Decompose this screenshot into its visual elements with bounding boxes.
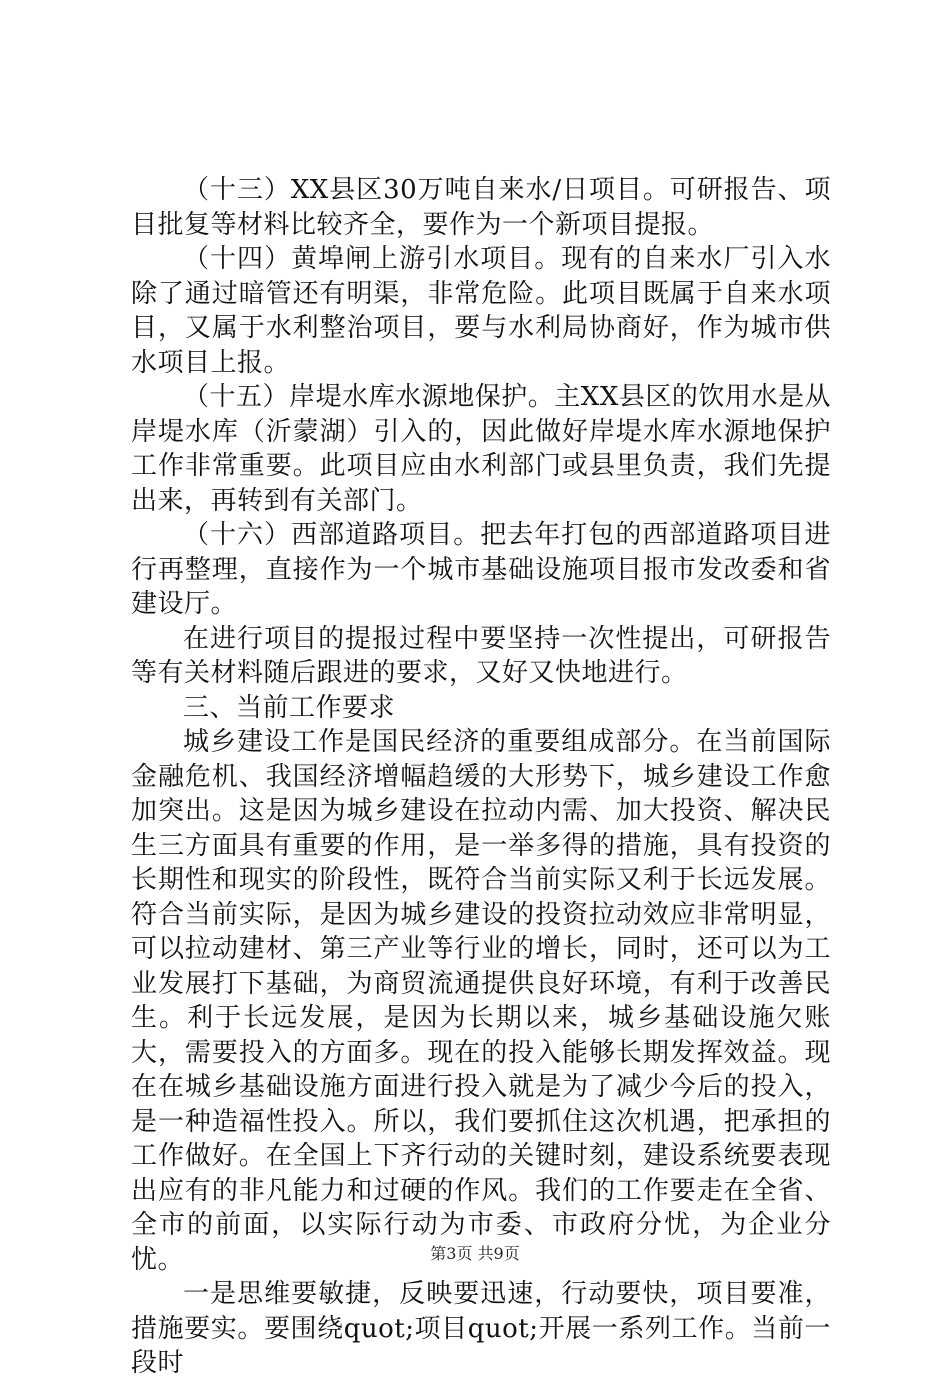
section-heading-work-requirements: 三、当前工作要求 — [183, 692, 396, 723]
document-body — [131, 173, 831, 1381]
paragraph-submission-note: 在进行项目的提报过程中要坚持一次性提出，可研报告等有关材料随后跟进的要求，又好又快地进行。 — [131, 623, 831, 688]
paragraph-item-16: （十六）西部道路项目。把去年打包的西部道路项目进行再整理，直接作为一个城市基础设施项目报市发改委和省建设厅。 — [131, 520, 831, 619]
page-number-footer: 第3页 共9页 — [430, 1244, 520, 1263]
paragraph-item-13: （十三）XX县区30万吨自来水/日项目。可研报告、项目批复等材料比较齐全，要作为一个新项目提报。 — [131, 175, 831, 240]
paragraph-item-14: （十四）黄埠闸上游引水项目。现有的自来水厂引入水除了通过暗管还有明渠，非常危险。此项目既属于自来水项目，又属于水利整治项目，要与水利局协商好，作为城市供水项目上报。 — [131, 244, 831, 378]
paragraph-item-15: （十五）岸堤水库水源地保护。主XX县区的饮用水是从岸堤水库（沂蒙湖）引入的，因此做好岸堤水库水源地保护工作非常重要。此项目应由水利部门或县里负责，我们先提出来，再转到有关部门。 — [131, 382, 831, 516]
paragraph-first-requirement: 一是思维要敏捷，反映要迅速，行动要快，项目要准，措施要实。要围绕quot;项目quot;开展一系列工作。当前一段时 — [131, 1279, 831, 1378]
paragraph-urban-rural-construction: 城乡建设工作是国民经济的重要组成部分。在当前国际金融危机、我国经济增幅趋缓的大形势下，城乡建设工作愈加突出。这是因为城乡建设在拉动内需、加大投资、解决民生三方面具有重要的作用，是一举多得的措施，具有投资的长期性和现实的阶段性，既符合当前实际又利于长远发展。符合当前实际，是因为城乡建设的投资拉动效应非常明显，可以拉动建材、第三产业等行业的增长，同时，还可以为工业发展打下基础，为商贸流通提供良好环境，有利于改善民生。利于长远发展，是因为长期以来，城乡基础设施欠账大，需要投入的方面多。现在的投入能够长期发挥效益。现在在城乡基础设施方面进行投入就是为了减少今后的投入，是一种造福性投入。所以，我们要抓住这次机遇，把承担的工作做好。在全国上下齐行动的关键时刻，建设系统要表现出应有的非凡能力和过硬的作风。我们的工作要走在全省、全市的前面，以实际行动为市委、市政府分忧，为企业分忧。 — [131, 727, 831, 1275]
